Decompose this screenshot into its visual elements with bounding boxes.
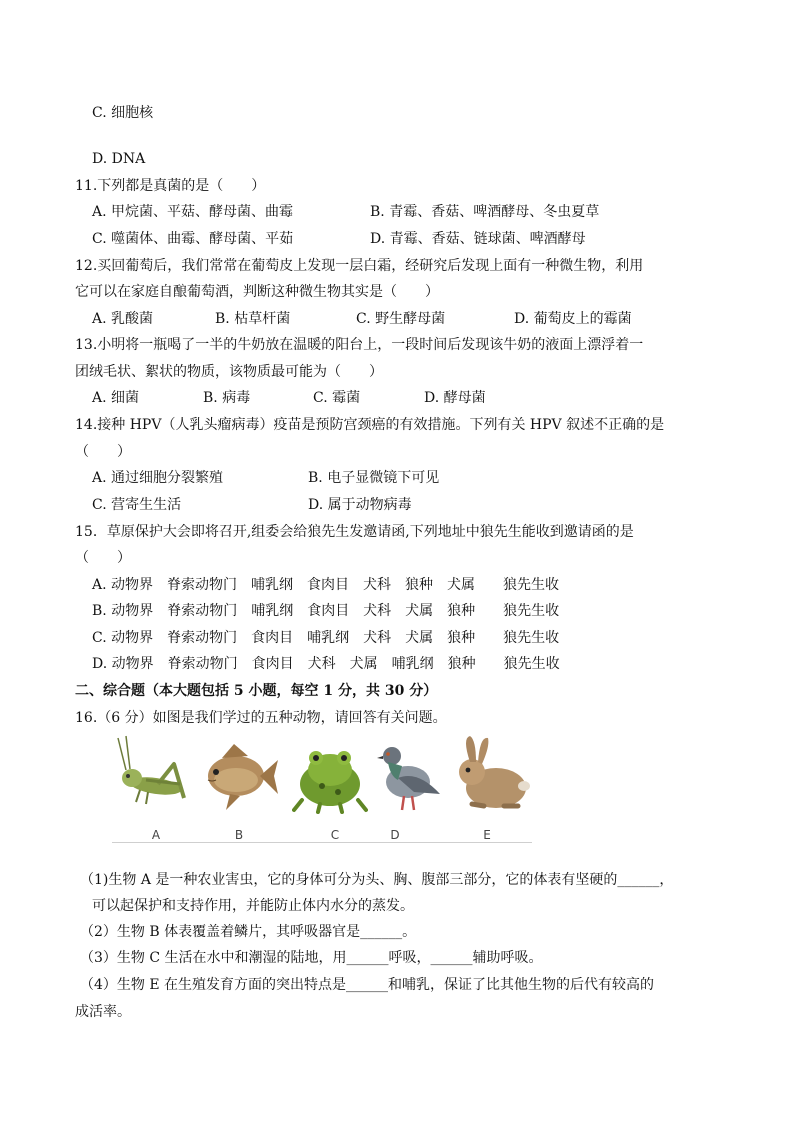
q11-option-d: D. 青霉、香菇、链球菌、啤酒酵母: [370, 231, 586, 247]
q11-stem: 11.下列都是真菌的是（ ）: [75, 178, 266, 194]
q15-option-c: C. 动物界 脊索动物门 食肉目 哺乳纲 犬科 犬属 狼种 狼先生收: [92, 630, 560, 646]
figure-label-e: E: [483, 828, 491, 842]
q15-option-d: D. 动物界 脊索动物门 食肉目 犬科 犬属 哺乳纲 狼种 狼先生收: [92, 656, 560, 672]
q12-option-b: B. 枯草杆菌: [215, 311, 291, 327]
pigeon-icon: [374, 736, 444, 816]
q13-option-b: B. 病毒: [203, 390, 251, 406]
figure-label-c: C: [330, 828, 340, 842]
q14-stem-line2: （ ）: [75, 444, 131, 460]
q15-stem-line2: （ ）: [75, 550, 131, 566]
q11-option-c: C. 噬菌体、曲霉、酵母菌、平茹: [92, 231, 294, 247]
q16-sub3: （3）生物 C 生活在水中和潮湿的陆地，用______呼吸，______辅助呼吸。: [80, 950, 543, 966]
q14-stem-line1: 14.接种 HPV（人乳头瘤病毒）疫苗是预防宫颈癌的有效措施。下列有关 HPV 叙述不正确的是: [75, 417, 665, 433]
figure-baseline: [112, 842, 532, 843]
q15-option-a: A. 动物界 脊索动物门 哺乳纲 食肉目 犬科 狼种 犬属 狼先生收: [92, 577, 560, 593]
animals-figure: [112, 734, 532, 850]
q11-option-a: A. 甲烷菌、平菇、酵母菌、曲霉: [92, 204, 294, 220]
q14-option-b: B. 电子显微镜下可见: [308, 470, 440, 486]
q13-option-c: C. 霉菌: [313, 390, 361, 406]
q11-option-b: B. 青霉、香菇、啤酒酵母、冬虫夏草: [370, 204, 600, 220]
q14-option-d: D. 属于动物病毒: [308, 497, 412, 513]
q16-sub4-line1: （4）生物 E 在生殖发育方面的突出特点是______和哺乳，保证了比其他生物的后代有较高的: [80, 977, 655, 993]
q14-option-c: C. 营寄生生活: [92, 497, 182, 513]
section-2-heading: 二、综合题（本大题包括 5 小题，每空 1 分，共 30 分）: [75, 683, 438, 699]
q13-option-d: D. 酵母菌: [424, 390, 486, 406]
q12-option-a: A. 乳酸菌: [92, 311, 154, 327]
q13-stem-line2: 团绒毛状、絮状的物质，该物质最可能为（ ）: [75, 364, 383, 380]
q16-sub1-line1: （1)生物 A 是一种农业害虫，它的身体可分为头、胸、腹部三部分，它的体表有坚硬的______，: [80, 872, 674, 888]
q16-stem: 16.（6 分）如图是我们学过的五种动物，请回答有关问题。: [75, 710, 447, 726]
figure-label-b: B: [234, 828, 244, 842]
q16-sub4-line2: 成活率。: [75, 1004, 131, 1020]
q12-stem-line2: 它可以在家庭自酿葡萄酒，判断这种微生物其实是（ ）: [75, 284, 439, 300]
q15-option-b: B. 动物界 脊索动物门 哺乳纲 食肉目 犬科 犬属 狼种 狼先生收: [92, 603, 560, 619]
grasshopper-icon: [112, 734, 192, 814]
q16-sub2: （2）生物 B 体表覆盖着鳞片，其呼吸器官是______。: [80, 924, 417, 940]
rabbit-icon: [448, 734, 534, 814]
option-c-nucleus: C. 细胞核: [92, 105, 154, 121]
figure-label-a: A: [151, 828, 161, 842]
q14-option-a: A. 通过细胞分裂繁殖: [92, 470, 224, 486]
q12-stem-line1: 12.买回葡萄后，我们常常在葡萄皮上发现一层白霜，经研究后发现上面有一种微生物，利用: [75, 258, 644, 274]
frog-icon: [292, 740, 368, 814]
q13-stem-line1: 13.小明将一瓶喝了一半的牛奶放在温暖的阳台上，一段时间后发现该牛奶的液面上漂浮着一: [75, 337, 644, 353]
q12-option-d: D. 葡萄皮上的霉菌: [514, 311, 632, 327]
figure-label-d: D: [390, 828, 400, 842]
option-d-dna: D. DNA: [92, 151, 146, 167]
q12-option-c: C. 野生酵母菌: [356, 311, 446, 327]
q16-sub1-line2: 可以起保护和支持作用，并能防止体内水分的蒸发。: [92, 898, 414, 914]
q15-stem-line1: 15．草原保护大会即将召开,组委会给狼先生发邀请函,下列地址中狼先生能收到邀请函的是: [75, 524, 634, 540]
q13-option-a: A. 细菌: [92, 390, 140, 406]
fish-icon: [200, 742, 278, 812]
